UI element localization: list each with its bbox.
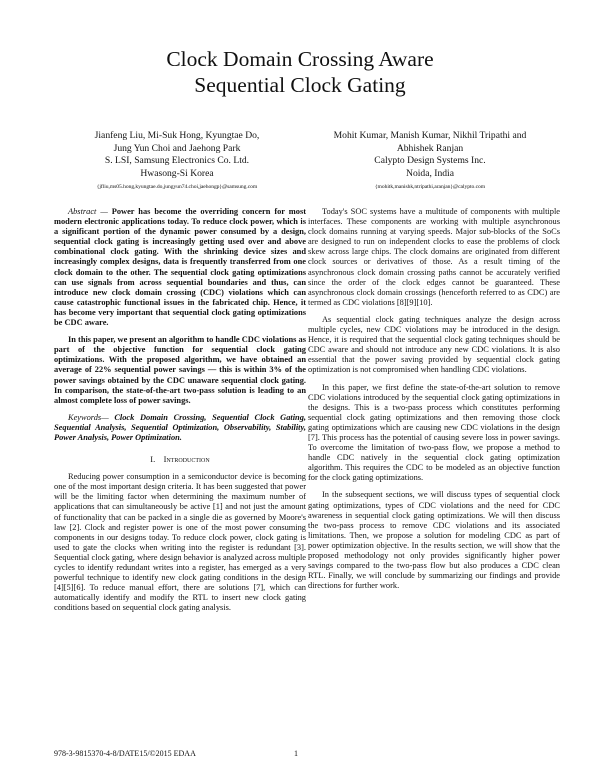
body-paragraph-2: As sequential clock gating techniques analyze the design across multiple cycles, new CDC violations may be introduced in the design. Hence, it is required that the sequential clock gating techniques should be CDC aware and should not introduce any new CDC violations. It is also essential that the power saving provided by sequential clock gating optimization is not compromised when handling CDC violations. xyxy=(308,314,560,375)
abstract-text: Power has become the overriding concern for most modern electronic applications today. To reduce clock power, which is a significant portion of the dynamic power consumed by a design, sequential clock gating is increasingly getting used over and above combinational clock gating. With the shrinking device sizes and increasingly complex designs, data is frequently transferred from one clock domain to the other. The sequential clock gating optimizations can use signals from across sequential boundaries and thus, can introduce new clock domain crossing (CDC) violations which can cause catastrophic functional issues in the fabricated chip. Hence, it has become very important that sequential clock gating optimizations be CDC aware. xyxy=(54,207,307,328)
keywords-text: Clock Domain Crossing, Sequential Clock Gating, Sequential Analysis, Sequential Optimization, Observability, Stability, Power Analysis, Power Optimization. xyxy=(54,412,306,442)
author-names-line-2: Abhishek Ranjan xyxy=(396,142,464,154)
body-paragraph-1: Today's SOC systems have a multitude of components with multiple interfaces. These components are working with multiple asynchronous clock domains running at varying speeds. Major sub-blocks of the SoCs are designed to run on independent clocks to ease the problems of clock skew across large chips. The clock domains are originated from different clock sources or derivatives of those. As a result timing of the asynchronous clock domain crossing paths cannot be accurately verified since the order of the clock edges cannot be guaranteed. These asynchronous clock domain crossings (henceforth referred to as CDC) are termed as CDC violations [8][9][10]. xyxy=(308,207,560,307)
section-title: Introduction xyxy=(163,455,210,465)
keywords-label: Keywords— xyxy=(68,412,109,422)
left-column xyxy=(54,207,306,613)
author-block-calypto xyxy=(305,130,555,192)
author-location: Noida, India xyxy=(406,167,454,179)
author-email: {jfliu,ms05.hong,kyungtae.do,jungyun74.choi,jaehongp}@samsung.com xyxy=(96,184,258,191)
body-paragraph-4: In the subsequent sections, we will discuss types of sequential clock gating optimizations, types of CDC violations and the need for CDC awareness in sequential clock gating optimizations. We will then discuss the two-pass process to remove CDC violations and its associated limitations. Then, we propose a solution for modeling CDC as part of power optimization objective. In the results section, we will show that the proposed methodology not only provides significantly higher power savings compared to the two-pass flow but also produces a CDC clean RTL. Finally, we will conclude by summarizing our findings and provide directions for further work. xyxy=(308,490,560,591)
author-email: {mohitk,manishk,ntripathi,aranjan}@calypto.com xyxy=(374,184,486,191)
author-names-line-1: Jianfeng Liu, Mi-Suk Hong, Kyungtae Do, xyxy=(94,130,260,141)
section-number: I. xyxy=(150,455,156,465)
abstract-paragraph xyxy=(54,207,306,328)
page-number: 1 xyxy=(294,749,298,758)
author-names-line-1: Mohit Kumar, Manish Kumar, Nikhil Tripathi and xyxy=(333,130,527,141)
author-location: Hwasong-Si Korea xyxy=(140,167,214,179)
keywords-paragraph xyxy=(54,413,306,443)
paper-title xyxy=(60,46,540,98)
abstract-label: Abstract — xyxy=(68,207,108,216)
title-line-2: Sequential Clock Gating xyxy=(194,73,406,97)
intro-paragraph-1: Reducing power consumption in a semiconductor device is becoming one of the most important design criteria. It has been suggested that power will be the limiting factor when determining the maximum number of applications that can simultaneously be active [1] and not just the amount of functionality that can be packed in a single die as governed by Moore's law [2]. Clock and register power is one of the most power consuming components in our designs today. To reduce clock power, clock gating is used to gate the clocks when writing into the register is redundant [3]. Sequential clock gating, where design behavior is analyzed across multiple cycles to identify redundant writes into a register, has emerged as a very powerful technique to identify new clock gating conditions in the design [4][5][6]. To reduce manual effort, there are solutions [7], which can automatically identify and modify the RTL to insert new clock gating conditions based on sequential clock gating analysis. xyxy=(54,472,306,613)
body-paragraph-3: In this paper, we first define the state-of-the-art solution to remove CDC violations introduced by the sequential clock gating optimizations in the designs. This is a two-pass process which constitutes performing sequential clock gating optimizations and then removing those clock gating optimizations which are causing new CDC violations in the design [7]. This process has the potential of causing severe loss in power savings. To overcome the limitation of two-pass flow, we propose a method to handle CDC natively in the sequential clock gating optimization algorithm. This requires the CDC to be modeled as an objective function for the clock gating optimizations. xyxy=(308,382,560,483)
author-block-samsung xyxy=(52,130,302,192)
abstract-paragraph-2: In this paper, we present an algorithm to handle CDC violations as part of the objective function for sequential clock gating optimizations. With the proposed algorithm, we have obtained an average of 22% sequential power savings — this is within 3% of the power savings obtained by the CDC unaware sequential clock gating. In comparison, the state-of-the-art two-pass solution is leading to an almost complete loss of power savings. xyxy=(54,335,306,405)
right-column xyxy=(308,207,560,591)
footer-isbn: 978-3-9815370-4-8/DATE15/©2015 EDAA xyxy=(54,749,196,758)
author-affiliation: S. LSI, Samsung Electronics Co. Ltd. xyxy=(104,155,250,167)
author-names-line-2: Jung Yun Choi and Jaehong Park xyxy=(113,142,241,154)
section-heading-introduction xyxy=(54,455,306,465)
title-line-1: Clock Domain Crossing Aware xyxy=(166,47,434,71)
author-affiliation: Calypto Design Systems Inc. xyxy=(374,155,486,167)
